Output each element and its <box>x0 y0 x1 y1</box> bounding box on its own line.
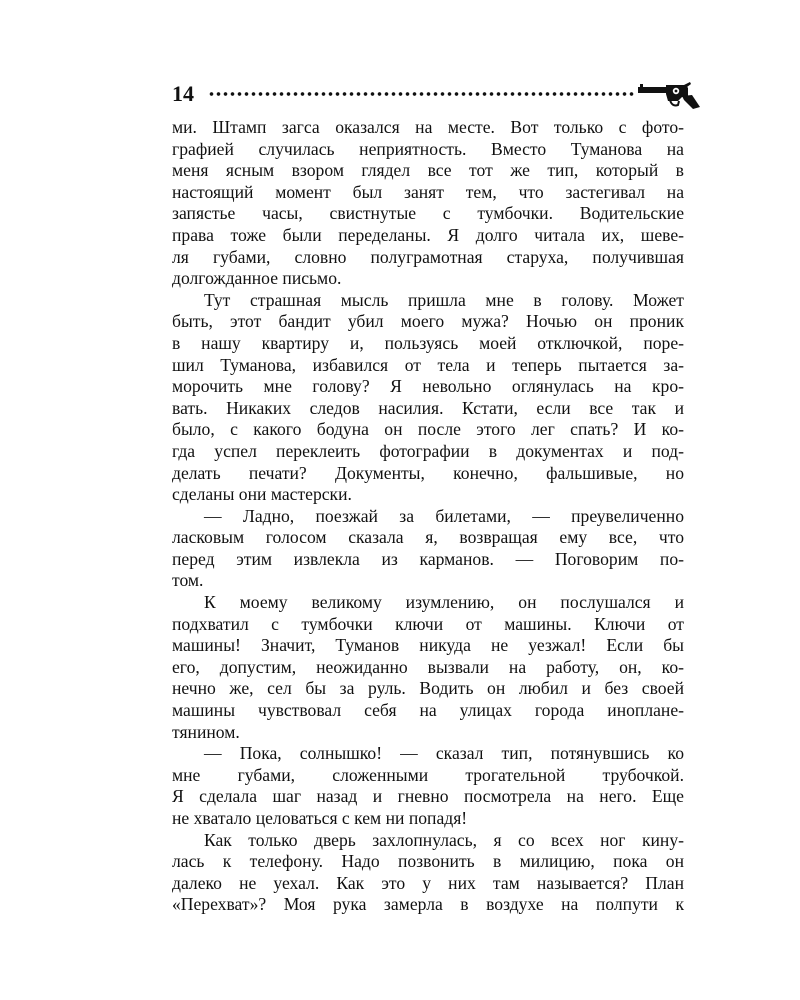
paragraph-4 <box>172 592 684 743</box>
text-line: — Ладно, поезжай за билетами, — преувеличенно <box>204 505 684 526</box>
paragraph-2 <box>172 290 684 506</box>
text-line: К моему великому изумлению, он послушался и <box>204 592 684 613</box>
text-line: Я сделала шаг назад и гневно посмотрела на него. Еще <box>172 786 684 807</box>
text-line: ми. Штамп загса оказался на месте. Вот только с фото- <box>172 117 684 137</box>
text-line: подхватил с тумбочки ключи от машины. Ключи от <box>172 613 684 634</box>
text-line: не хватало целоваться с кем ни попадя! <box>172 808 468 828</box>
page-number: 14 <box>172 81 194 106</box>
dotted-rule <box>208 91 634 97</box>
text-line: лась к телефону. Надо позвонить в милицию, пока он <box>172 851 684 872</box>
text-line: шил Туманова, избавился от тела и теперь пытается за- <box>172 354 684 375</box>
text-line: — Пока, солнышко! — сказал тип, потянувшись ко <box>204 743 684 764</box>
body-text <box>172 117 684 916</box>
text-line: далеко не уехал. Как это у них там называется? План <box>172 872 684 893</box>
text-line: вать. Никаких следов насилия. Кстати, если все так и <box>172 397 684 418</box>
text-line: делать печати? Документы, конечно, фальшивые, но <box>172 462 684 483</box>
text-line: морочить мне голову? Я невольно оглянулась на кро- <box>172 376 684 397</box>
text-line: перед этим извлекла из карманов. — Поговорим по- <box>172 548 684 569</box>
text-line: ласковым голосом сказала я, возвращая ему все, что <box>172 527 684 548</box>
paragraph-6 <box>172 830 684 916</box>
text-line: быть, этот бандит убил моего мужа? Ночью он проник <box>172 311 684 332</box>
paragraph-1 <box>172 117 684 290</box>
page-header <box>172 80 706 110</box>
text-line: «Перехват»? Моя рука замерла в воздухе на полпути к <box>172 894 684 915</box>
text-line: меня ясным взором глядел все тот же тип, который в <box>172 160 684 181</box>
text-line: настоящий момент был занят тем, что застегивал на <box>172 181 684 202</box>
text-line: его, допустим, неожиданно вызвали на работу, он, ко- <box>172 656 684 677</box>
text-line: гда успел переклеить фотографии в документах и под- <box>172 440 684 461</box>
text-line: тянином. <box>172 721 240 742</box>
text-line: машины! Значит, Туманов никуда не уезжал! Если бы <box>172 635 684 656</box>
text-line: нечно же, сел бы за руль. Водить он любил и без своей <box>172 678 684 699</box>
text-line: мне губами, сложенными трогательной трубочкой. <box>172 764 684 785</box>
text-line: машины чувствовал себя на улицах города инопланe- <box>172 700 684 721</box>
text-line: права тоже были переделаны. Я долго читала их, шеве- <box>172 224 684 245</box>
text-line: том. <box>172 570 204 591</box>
text-line: графией случилась неприятность. Вместо Туманова на <box>172 138 684 159</box>
paragraph-3 <box>172 506 684 592</box>
revolver-icon <box>638 80 706 110</box>
text-line: запястье часы, свистнутые с тумбочки. Водительские <box>172 203 684 224</box>
paragraph-5 <box>172 743 684 829</box>
text-line: Тут страшная мысль пришла мне в голову. Может <box>204 289 684 310</box>
text-line: ля губами, словно полуграмотная старуха, получившая <box>172 246 684 267</box>
text-line: в нашу квартиру и, пользуясь моей отключкой, поре- <box>172 332 684 353</box>
text-line: сделаны они мастерски. <box>172 484 352 505</box>
text-line: было, с какого бодуна он после этого лег спать? И ко- <box>172 419 684 440</box>
text-line: долгожданное письмо. <box>172 268 342 289</box>
text-line: Как только дверь захлопнулась, я со всех ног кину- <box>204 829 684 850</box>
